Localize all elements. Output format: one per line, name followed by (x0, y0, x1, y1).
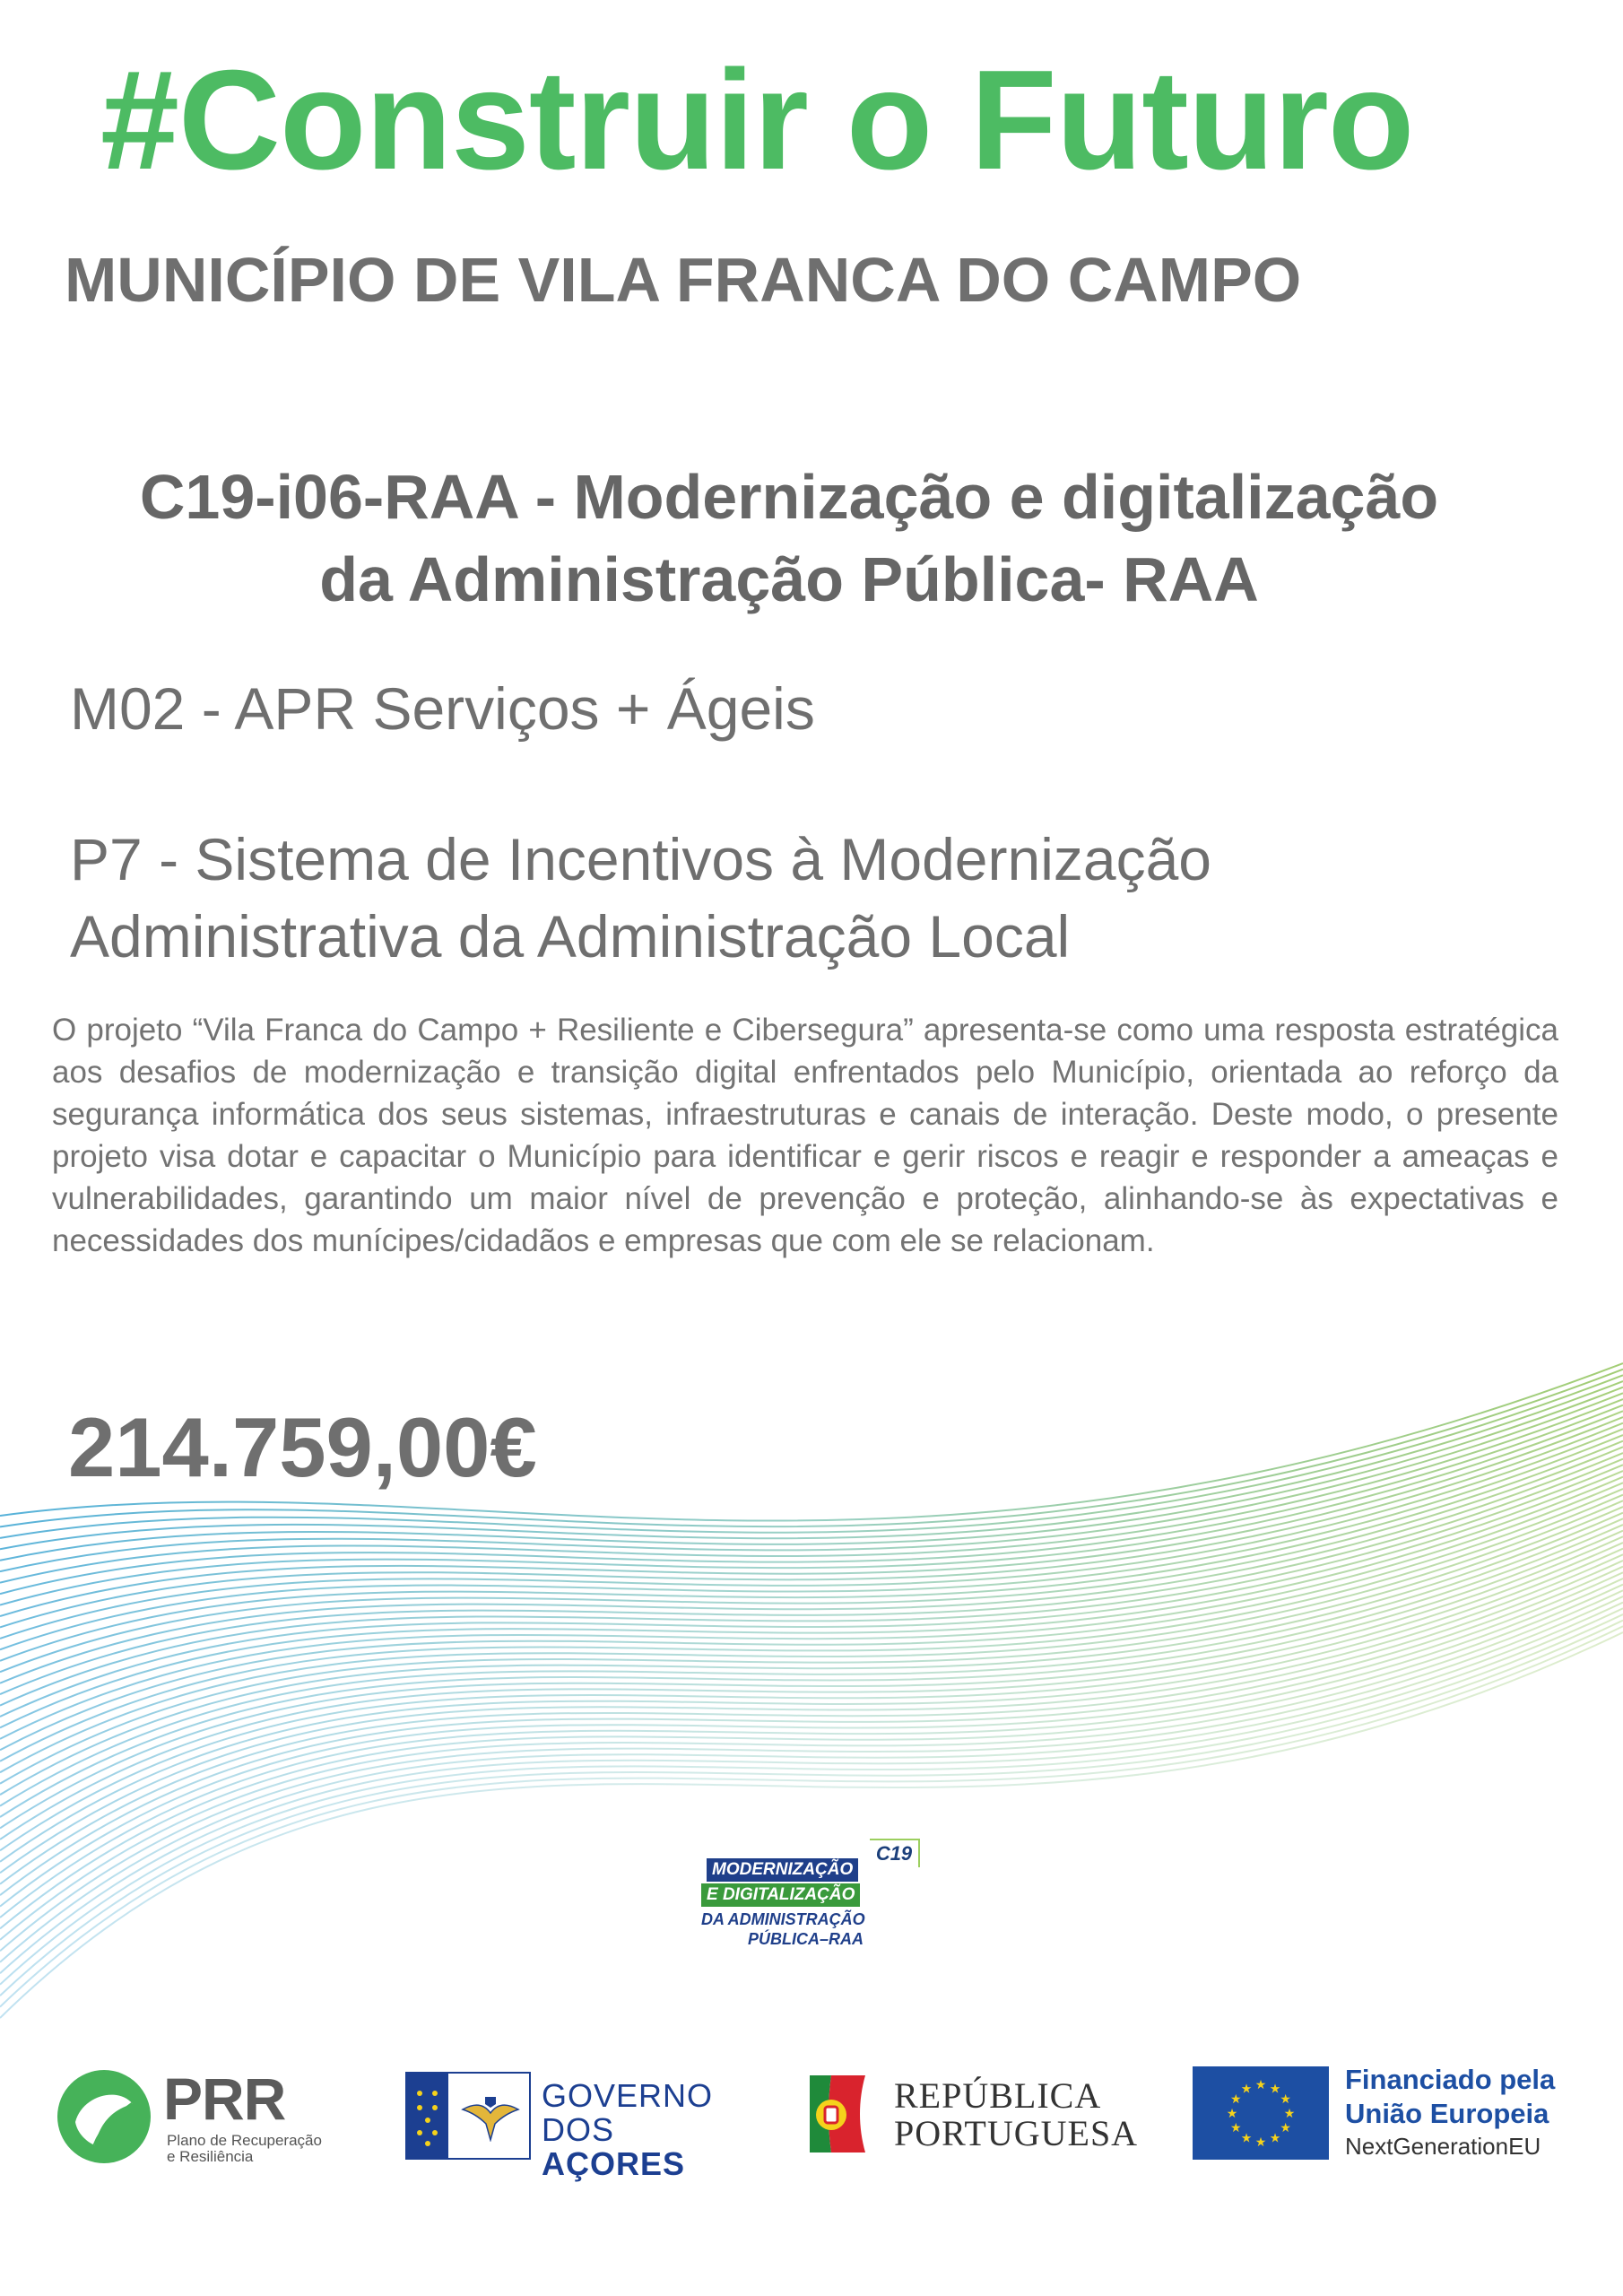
eu-line1: Financiado pela (1345, 2064, 1556, 2095)
eu-funding-logo (1193, 2063, 1587, 2161)
hashtag-title: #Construir o Futuro (100, 41, 1414, 199)
eu-line2: União Europeia (1345, 2098, 1549, 2129)
prr-name: PRR (163, 2066, 286, 2132)
measure-title (54, 456, 1524, 621)
republica-portuguesa-logo (803, 2070, 1161, 2160)
acores-text (542, 2079, 764, 2181)
c19-line2: E DIGITALIZAÇÃO (701, 1883, 860, 1907)
eu-star: ★ (1230, 2092, 1242, 2106)
eu-star: ★ (1254, 2077, 1267, 2092)
acores-line2 (542, 2113, 764, 2181)
prr-subtitle (167, 2133, 322, 2165)
governo-acores-logo (405, 2072, 764, 2182)
eu-star: ★ (1283, 2106, 1296, 2120)
republica-line1: REPÚBLICA (894, 2075, 1102, 2116)
wave-line (0, 1513, 1623, 1795)
acores-line2-a: DOS (542, 2111, 615, 2148)
funding-amount: 214.759,00€ (68, 1400, 537, 1494)
portugal-flag-icon (803, 2074, 869, 2154)
acores-hawk-icon (461, 2090, 520, 2142)
c19-modernization-logo (701, 1839, 934, 1955)
republica-text (894, 2077, 1138, 2152)
eu-star: ★ (1254, 2135, 1267, 2149)
wave-line (0, 1543, 1623, 1850)
measure-title-line1: C19-i06-RAA - Modernização e digitalização (139, 462, 1439, 532)
acores-flag-icon (405, 2072, 531, 2160)
wave-line (0, 1632, 1623, 2018)
program-label (70, 821, 1505, 975)
acores-line1: GOVERNO (542, 2077, 714, 2114)
eu-star: ★ (1226, 2106, 1238, 2120)
c19-line4: PÚBLICA–RAA (748, 1930, 864, 1948)
milestone-label: M02 - APR Serviços + Ágeis (70, 675, 815, 742)
eu-star: ★ (1269, 2081, 1281, 2096)
eu-star: ★ (1269, 2130, 1281, 2145)
prr-subtitle-line2: e Resiliência (167, 2148, 254, 2165)
republica-line2: PORTUGUESA (894, 2113, 1139, 2153)
eu-star: ★ (1240, 2081, 1253, 2096)
measure-title-line2: da Administração Pública- RAA (319, 544, 1259, 614)
eu-stars-icon (1193, 2066, 1329, 2160)
c19-badge: C19 (870, 1839, 920, 1867)
eu-flag-icon (1193, 2066, 1329, 2160)
acores-line2-b: AÇORES (542, 2145, 686, 2182)
eu-star: ★ (1280, 2092, 1291, 2106)
eu-star: ★ (1280, 2120, 1291, 2135)
prr-logo (56, 2063, 352, 2170)
c19-line1: MODERNIZAÇÃO (707, 1858, 858, 1882)
project-description: O projeto “Vila Franca do Campo + Resiliente e Cibersegura” apresenta-se como uma resposta estratégica aos desafios de modernização e transição digital enfrentados pelo Município, orientada ao reforço da segurança informática dos seus sistemas, infraestruturas e canais de interação. Deste modo, o presente projeto visa dotar e capacitar o Município para identificar e gerir riscos e reagir e responder a ameaças e vulnerabilidades, garantindo um maior nível de prevenção e proteção, alinhando-se às expectativas e necessidades dos munícipes/cidadãos e empresas que com ele se relacionam. (52, 1013, 1558, 1258)
program-line1: P7 - Sistema de Incentivos à Modernização (70, 826, 1211, 892)
next-generation-text: NextGenerationEU (1345, 2133, 1541, 2160)
prr-subtitle-line1: Plano de Recuperação (167, 2132, 322, 2149)
c19-line3: DA ADMINISTRAÇÃO (701, 1910, 865, 1928)
municipality-name: MUNICÍPIO DE VILA FRANCA DO CAMPO (65, 245, 1302, 315)
eu-star: ★ (1230, 2120, 1242, 2135)
acores-stars-icon (411, 2084, 445, 2147)
eu-financed-text (1345, 2063, 1555, 2131)
eu-star: ★ (1240, 2130, 1253, 2145)
program-line2: Administrativa da Administração Local (70, 903, 1071, 970)
prr-leaf-icon (56, 2068, 152, 2165)
